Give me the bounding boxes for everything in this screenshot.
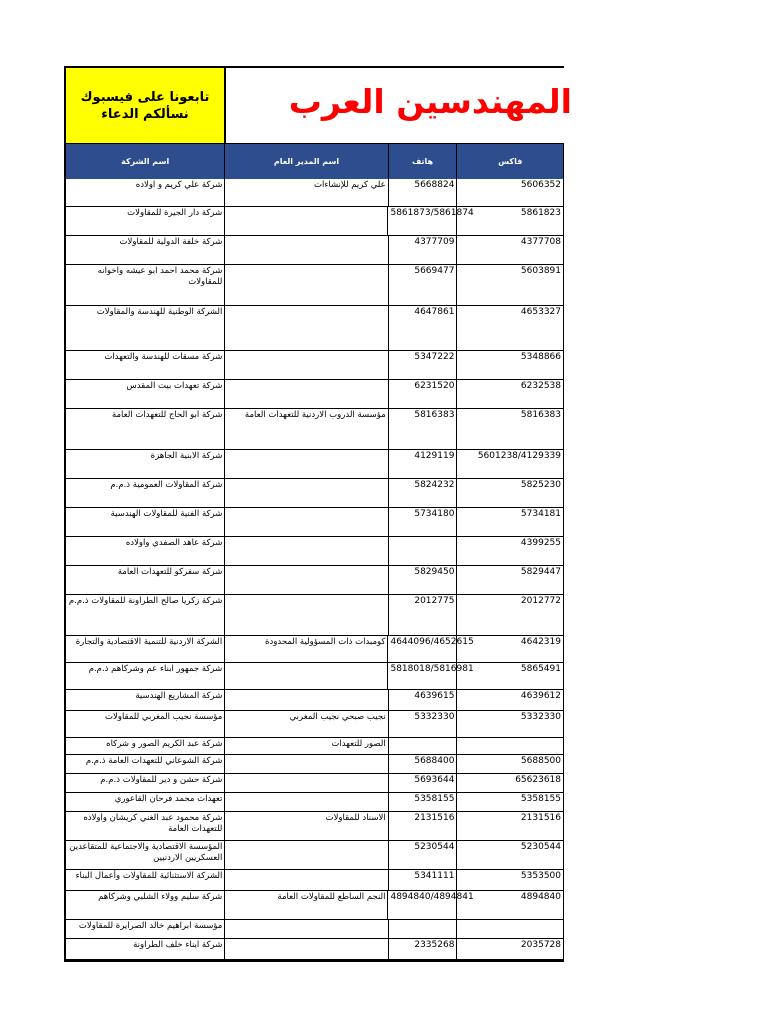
- fax-cell: 5816383: [457, 409, 564, 449]
- table-row: [66, 755, 564, 774]
- company-cell: شركة تعهدات بيت المقدس: [66, 380, 225, 408]
- phone-cell: 5669477: [389, 265, 458, 305]
- table-row: [66, 595, 564, 636]
- table-row: [66, 711, 564, 738]
- manager-cell: [225, 870, 388, 890]
- manager-cell: [225, 690, 388, 710]
- company-cell: شركة عاهد الصفدي واولاده: [66, 537, 225, 565]
- manager-cell: [225, 793, 388, 811]
- table-row: [66, 179, 564, 207]
- company-cell: شركة محمد احمد ابو عيشه واخوانه للمقاولات: [66, 265, 225, 305]
- company-cell: شركة ابناء خلف الطراونة: [66, 939, 225, 959]
- fax-cell: 4639612: [457, 690, 564, 710]
- table-row: [66, 793, 564, 812]
- table-row: [66, 891, 564, 920]
- table-row: [66, 409, 564, 450]
- manager-cell: [225, 595, 388, 635]
- manager-cell: مؤسسة الدروب الاردنية للتعهدات العامة: [225, 409, 388, 449]
- table-row: [66, 351, 564, 380]
- table-row: [66, 774, 564, 793]
- fax-cell: 5734181: [457, 508, 564, 536]
- company-cell: الشركة الاستثنائية للمقاولات وأعمال البناء: [66, 870, 225, 890]
- fax-cell: 2131516: [457, 812, 564, 840]
- phone-cell: 4894840/4894841: [388, 891, 457, 919]
- manager-cell: [225, 920, 388, 938]
- phone-cell: 5693644: [389, 774, 458, 792]
- phone-cell: 5861873/5861874: [388, 207, 457, 235]
- header-fax: فاكس: [457, 144, 564, 179]
- manager-cell: [225, 663, 388, 689]
- company-cell: شركة علي كريم و اولاده: [66, 179, 225, 206]
- manager-cell: كومبدات ذات المسؤولية المحدودة: [225, 636, 388, 662]
- contractors-sheet: [64, 66, 572, 962]
- company-cell: شركة الابنية الجاهزة: [66, 450, 225, 478]
- company-cell: شركة دار الجيرة للمقاولات: [66, 207, 225, 235]
- fax-cell: 2035728: [457, 939, 564, 959]
- table-body: [64, 179, 564, 962]
- company-cell: شركة سليم وولاء الشلبي وشركاهم: [66, 891, 225, 919]
- fax-cell: 5606352: [457, 179, 564, 206]
- company-cell: شركة المشاريع الهندسية: [66, 690, 225, 710]
- banner: [64, 66, 572, 144]
- fax-cell: 5603891: [457, 265, 564, 305]
- phone-cell: 5824232: [389, 479, 458, 507]
- fax-cell: [457, 738, 564, 754]
- table-row: [66, 738, 564, 755]
- fax-cell: 4894840: [457, 891, 564, 919]
- manager-cell: نجيب صبحي نجيب المغربي: [225, 711, 388, 737]
- table-row: [66, 450, 564, 479]
- manager-cell: [225, 755, 388, 773]
- phone-cell: 2131516: [389, 812, 458, 840]
- company-cell: شركة مسقات للهندسة والتعهدات: [66, 351, 225, 379]
- company-cell: شركة ابو الحاج للتعهدات العامة: [66, 409, 225, 449]
- table-row: [66, 812, 564, 841]
- promo-line-2: نسألكم الدعاء: [101, 106, 189, 122]
- manager-cell: [225, 450, 388, 478]
- company-cell: مؤسسة ابراهيم خالد الصرايرة للمقاولات: [66, 920, 225, 938]
- phone-cell: 5341111: [389, 870, 458, 890]
- manager-cell: [225, 236, 388, 264]
- page-title: المهندسين العرب: [288, 82, 572, 121]
- phone-cell: 5734180: [389, 508, 458, 536]
- company-cell: شركة حشن و دير للمقاولات ذ.م.م: [66, 774, 225, 792]
- table-row: [66, 479, 564, 508]
- table-row: [66, 663, 564, 690]
- table-row: [66, 841, 564, 870]
- fax-cell: 5825230: [457, 479, 564, 507]
- manager-cell: [225, 351, 388, 379]
- company-cell: تعهدات محمد فرحان القاعوري: [66, 793, 225, 811]
- company-cell: شركة جمهور ابناء عم وشركاهم ذ.م.م: [66, 663, 225, 689]
- phone-cell: [389, 537, 458, 565]
- manager-cell: [225, 841, 388, 869]
- table-row: [66, 537, 564, 566]
- promo-line-1: تابعونا على فيسبوك: [80, 89, 210, 105]
- phone-cell: 4647861: [389, 306, 458, 350]
- fax-cell: 4399255: [457, 537, 564, 565]
- table-row: [66, 236, 564, 265]
- fax-cell: 5332330: [457, 711, 564, 737]
- fax-cell: 5353500: [457, 870, 564, 890]
- phone-cell: 5816383: [389, 409, 458, 449]
- company-cell: شركة زكريا صالح الطراونة للمقاولات ذ.م.م: [66, 595, 225, 635]
- company-cell: مؤسسة نجيب المغربي للمقاولات: [66, 711, 225, 737]
- manager-cell: [225, 537, 388, 565]
- manager-cell: [225, 380, 388, 408]
- phone-cell: 6231520: [389, 380, 458, 408]
- header-manager: اسم المدير العام: [225, 144, 388, 179]
- fax-cell: [457, 920, 564, 938]
- table-row: [66, 870, 564, 891]
- table-row: [66, 690, 564, 711]
- table-row: [66, 920, 564, 939]
- phone-cell: 5230544: [389, 841, 458, 869]
- fax-cell: 5865491: [457, 663, 564, 689]
- manager-cell: [225, 265, 388, 305]
- fax-cell: 6232538: [457, 380, 564, 408]
- manager-cell: [225, 508, 388, 536]
- facebook-promo-box: [66, 68, 226, 144]
- company-cell: شركة الفنية للمقاولات الهندسية: [66, 508, 225, 536]
- company-cell: شركة عبد الكريم الصور و شركاه: [66, 738, 225, 754]
- fax-cell: 5358155: [457, 793, 564, 811]
- manager-cell: [225, 566, 388, 594]
- table-row: [66, 380, 564, 409]
- company-cell: شركة محمود عبد الغني كريشان واولاده للتعهدات العامة: [66, 812, 225, 840]
- manager-cell: [225, 479, 388, 507]
- phone-cell: 4129119: [389, 450, 458, 478]
- phone-cell: [389, 920, 458, 938]
- title-cell: [226, 68, 572, 144]
- table-row: [66, 207, 564, 236]
- phone-cell: 2335268: [389, 939, 458, 959]
- fax-cell: 5601238/4129339: [457, 450, 564, 478]
- company-cell: شركة خلفة الدولية للمقاولات: [66, 236, 225, 264]
- table-row: [66, 265, 564, 306]
- fax-cell: 5688500: [457, 755, 564, 773]
- manager-cell: [225, 774, 388, 792]
- manager-cell: [225, 306, 388, 350]
- fax-cell: 5829447: [457, 566, 564, 594]
- table-row: [66, 939, 564, 960]
- manager-cell: [225, 207, 388, 235]
- company-cell: الشركة الاردنية للتنمية الاقتصادية والتجارة: [66, 636, 225, 662]
- phone-cell: [389, 738, 458, 754]
- manager-cell: الاسناد للمقاولات: [225, 812, 388, 840]
- table-header: [64, 144, 564, 179]
- fax-cell: 2012772: [457, 595, 564, 635]
- manager-cell: [225, 939, 388, 959]
- fax-cell: 4653327: [457, 306, 564, 350]
- phone-cell: 2012775: [389, 595, 458, 635]
- fax-cell: 5348866: [457, 351, 564, 379]
- fax-cell: 5230544: [457, 841, 564, 869]
- manager-cell: الصور للتعهدات: [225, 738, 388, 754]
- company-cell: المؤسسة الاقتصادية والاجتماعية للمتقاعدين العسكريين الاردنيين: [66, 841, 225, 869]
- company-cell: شركة المقاولات العمومية ذ.م.م: [66, 479, 225, 507]
- phone-cell: 5688400: [389, 755, 458, 773]
- table-row: [66, 636, 564, 663]
- phone-cell: 4377709: [389, 236, 458, 264]
- phone-cell: 5358155: [389, 793, 458, 811]
- table-row: [66, 508, 564, 537]
- phone-cell: 4639615: [389, 690, 458, 710]
- fax-cell: 4377708: [457, 236, 564, 264]
- company-cell: شركة الشوعاني للتعهدات العامة ذ.م.م: [66, 755, 225, 773]
- fax-cell: 5861823: [457, 207, 564, 235]
- phone-cell: 5332330: [389, 711, 458, 737]
- fax-cell: 4642319: [457, 636, 564, 662]
- table-row: [66, 566, 564, 595]
- fax-cell: 65623618: [457, 774, 564, 792]
- phone-cell: 5668824: [389, 179, 458, 206]
- header-phone: هاتف: [389, 144, 458, 179]
- manager-cell: علي كريم للإنشاءات: [225, 179, 388, 206]
- manager-cell: النجم الساطع للمقاولات العامة: [225, 891, 388, 919]
- phone-cell: 4644096/4652615: [388, 636, 457, 662]
- table-row: [66, 306, 564, 351]
- company-cell: شركة سفركو للتعهدات العامة: [66, 566, 225, 594]
- company-cell: الشركة الوطنية للهندسة والمقاولات: [66, 306, 225, 350]
- phone-cell: 5818018/5816981: [388, 663, 457, 689]
- header-company: اسم الشركة: [66, 144, 225, 179]
- phone-cell: 5347222: [389, 351, 458, 379]
- phone-cell: 5829450: [389, 566, 458, 594]
